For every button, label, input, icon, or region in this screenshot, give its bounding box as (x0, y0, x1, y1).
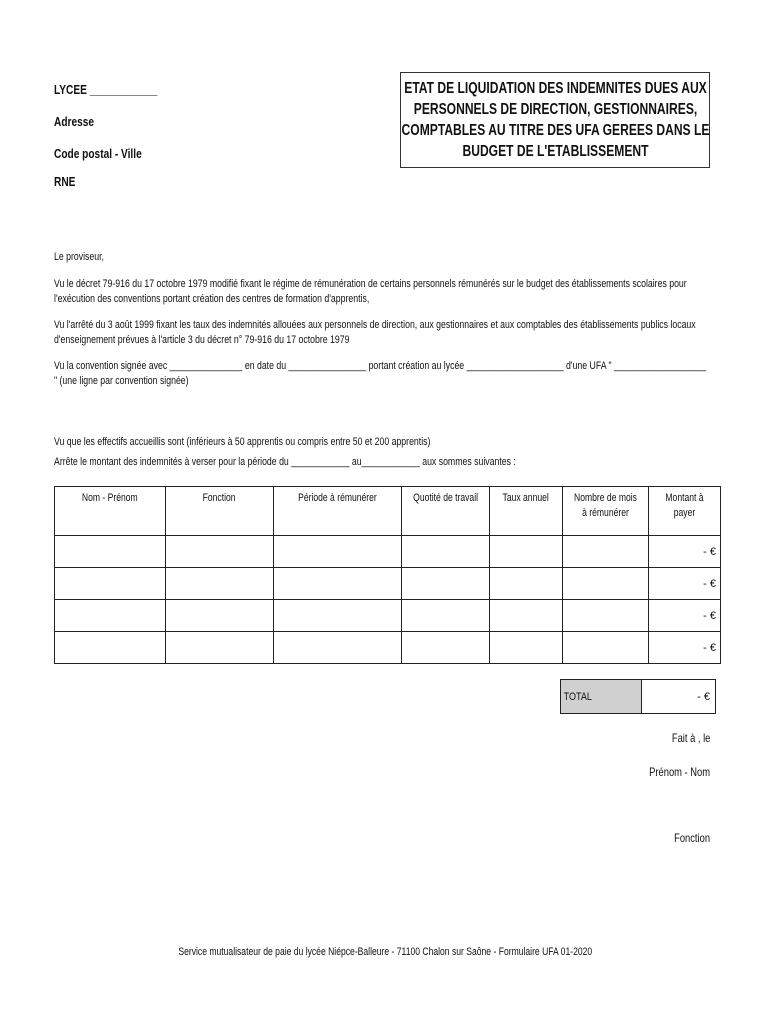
cell-nombre-mois[interactable] (563, 600, 649, 632)
decret-paragraph: Vu le décret 79-916 du 17 octobre 1979 modifié fixant le régime de rémunération de certains personnels rémunérés sur le budget des établissements scolaires pour l'exécution des conventions portant création des centres de formation d'apprentis, (54, 278, 687, 305)
cell-nom-prenom[interactable] (55, 568, 166, 600)
document-title-box (400, 72, 710, 168)
cell-periode[interactable] (274, 536, 402, 568)
cell-montant: - € (649, 536, 721, 568)
table-row (55, 632, 721, 664)
document-title: ETAT DE LIQUIDATION DES INDEMNITES DUES AUX PERSONNELS DE DIRECTION, GESTIONNAIRES, COMPTABLES AU TITRE DES UFA GEREES DANS LE BUDGET DE L'ETABLISSEMENT (401, 80, 709, 160)
total-table (560, 679, 716, 714)
page-footer: Service mutualisateur de paie du lycée Niépce-Balleure - 71100 Chalon sur Saône - Formulaire UFA 01-2020 (178, 946, 592, 958)
cell-taux-annuel[interactable] (490, 568, 563, 600)
cell-taux-annuel[interactable] (490, 536, 563, 568)
cell-fonction[interactable] (166, 600, 274, 632)
effectifs-paragraph: Vu que les effectifs accueillis sont (inférieurs à 50 apprentis ou compris entre 50 et 200 apprentis) (54, 436, 431, 448)
adresse-label: Adresse (54, 114, 95, 129)
cell-periode[interactable] (274, 632, 402, 664)
cell-nombre-mois[interactable] (563, 536, 649, 568)
header-fonction: Fonction (166, 487, 274, 536)
cell-quotite[interactable] (402, 632, 490, 664)
cell-quotite[interactable] (402, 536, 490, 568)
table-row (55, 600, 721, 632)
cell-nombre-mois[interactable] (563, 632, 649, 664)
fait-a-le: Fait à , le (671, 731, 710, 745)
cell-nombre-mois[interactable] (563, 568, 649, 600)
table-row (55, 536, 721, 568)
cell-taux-annuel[interactable] (490, 632, 563, 664)
cell-montant: - € (649, 568, 721, 600)
header-nombre-mois: Nombre de mois à rémunérer (563, 487, 649, 536)
cell-periode[interactable] (274, 568, 402, 600)
lycee-label: LYCEE ____________ (54, 82, 158, 97)
table-row (55, 568, 721, 600)
header-quotite: Quotité de travail (402, 487, 490, 536)
arrete-montant-paragraph: Arrête le montant des indemnités à verser pour la période du ____________ au____________ aux sommes suivantes : (54, 456, 516, 468)
cell-fonction[interactable] (166, 568, 274, 600)
indemnities-table (54, 486, 721, 664)
code-postal-label: Code postal - Ville (54, 146, 142, 161)
cell-quotite[interactable] (402, 568, 490, 600)
total-value: - € (642, 680, 716, 714)
cell-taux-annuel[interactable] (490, 600, 563, 632)
cell-fonction[interactable] (166, 536, 274, 568)
cell-periode[interactable] (274, 600, 402, 632)
header-nom-prenom: Nom - Prénom (55, 487, 166, 536)
arrete-paragraph: Vu l'arrêté du 3 août 1999 fixant les taux des indemnités allouées aux personnels de direction, aux gestionnaires et aux comptables des établissements publics locaux d'enseignement prévues à l'article 3 du décret n° 79-916 du 17 octobre 1979 (54, 319, 696, 346)
header-montant: Montant à payer (649, 487, 721, 536)
rne-label: RNE (54, 174, 76, 189)
cell-fonction[interactable] (166, 632, 274, 664)
header-taux-annuel: Taux annuel (490, 487, 563, 536)
cell-quotite[interactable] (402, 600, 490, 632)
total-label: TOTAL (561, 680, 642, 714)
header-periode: Période à rémunérer (274, 487, 402, 536)
prenom-nom-label: Prénom - Nom (649, 765, 710, 779)
cell-nom-prenom[interactable] (55, 536, 166, 568)
cell-nom-prenom[interactable] (55, 632, 166, 664)
convention-paragraph: Vu la convention signée avec _______________ en date du ________________ portant création au lycée ____________________ d'une UFA " ___________________ " (une ligne par convention signée) (54, 360, 707, 387)
cell-montant: - € (649, 632, 721, 664)
fonction-label: Fonction (674, 831, 710, 845)
proviseur-line: Le proviseur, (54, 251, 104, 263)
table-header-row (55, 487, 721, 536)
cell-nom-prenom[interactable] (55, 600, 166, 632)
cell-montant: - € (649, 600, 721, 632)
